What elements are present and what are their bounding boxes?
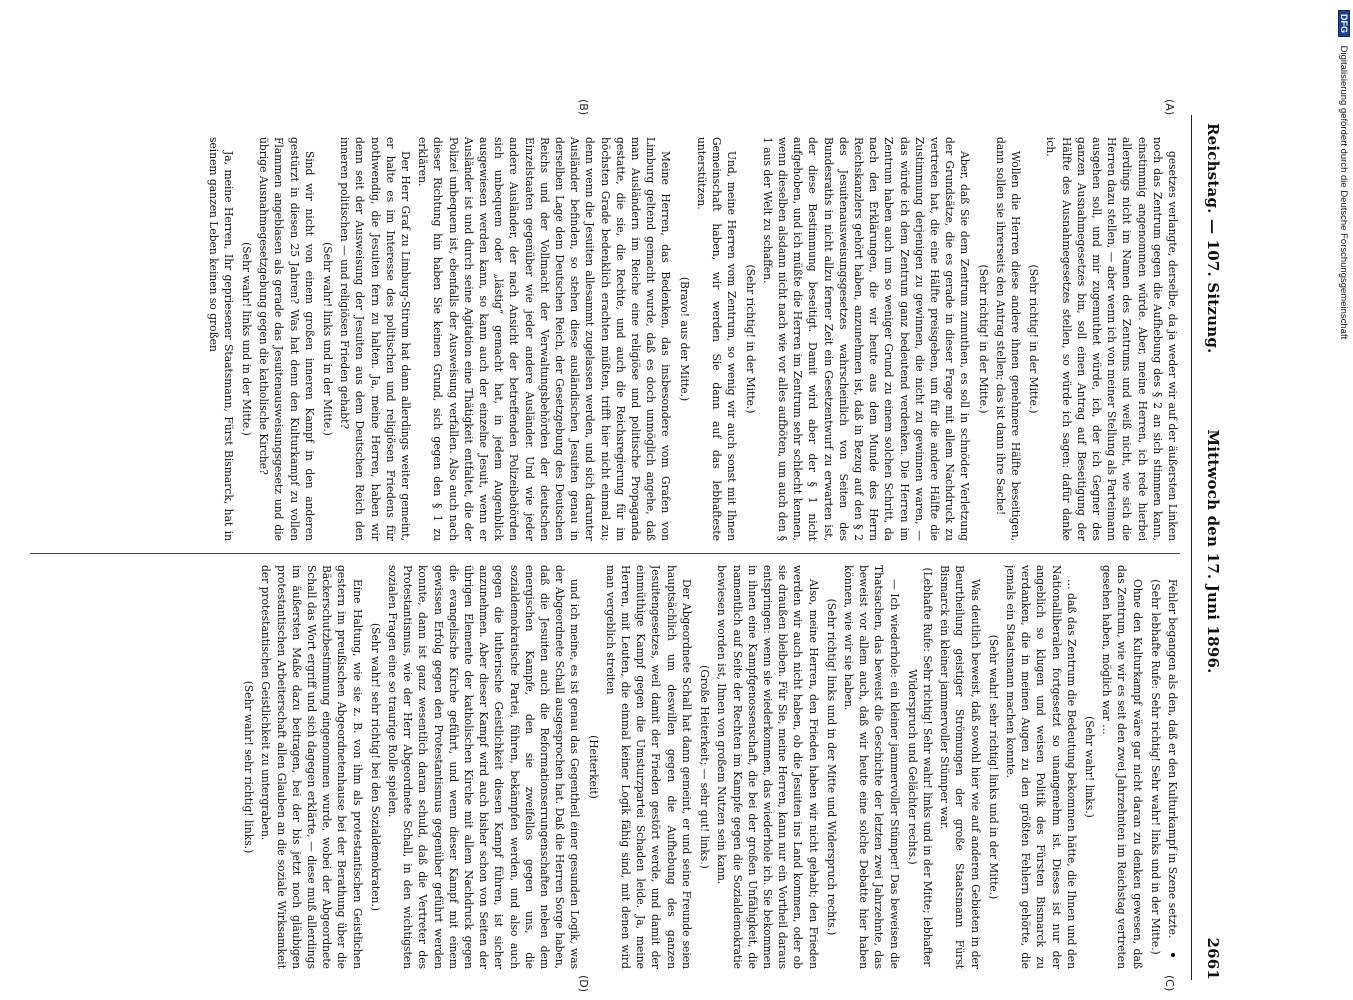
paragraph: … daß das Zentrum die Bedeutung bekommen hätte, die Ihnen und den Nationalliberalen fortgesetzt so unangenehm ist. Dieses ist nur der angeblich so klugen und weisen Politik des Fürsten Bismarck zu verdanken, die in meinen Augen zu den größten Fehlern gehörte, die jemals ein Staatsmann machen konnte. bbox=[1003, 565, 1078, 969]
interjection: (Sehr wahr! links und in der Mitte.) bbox=[240, 242, 254, 436]
header-page-number: 2661 bbox=[1204, 937, 1222, 980]
digitization-credit bbox=[1338, 10, 1350, 339]
interjection: (Sehr wahr! links.) bbox=[1082, 716, 1096, 818]
margin-marker-c: (C) bbox=[1163, 975, 1176, 992]
interjection: (Heiterkeit) bbox=[586, 735, 600, 799]
paragraph: Ja, meine Herren, Ihr gepriesener Staatsmann, Fürst Bismarck, hat in seinem ganzen Leben keinen so großen bbox=[206, 137, 235, 541]
interjection: (Sehr richtig! in der Mitte.) bbox=[743, 264, 757, 414]
document-page bbox=[0, 95, 1230, 1000]
paragraph: — Ich wiederhole: ein kleiner jammervoller Stümper! Das beweisen die Thatsachen, das beweist die Geschichte der letzten zwei Jahrzehnte, das beweist vor allem auch, daß wir heute eine solche Debatte hier haben können, wie wir sie haben. bbox=[841, 565, 901, 969]
credit-text: Digitalisierung gefördert durch die Deutsche Forschungsgemeinschaft bbox=[1338, 45, 1349, 340]
paragraph: Wollen die Herren diese andere ihnen genehmere Hälfte beseitigen, dann sollen sie ihrerseits den Antrag stellen; das ist dann ihre Sache! bbox=[993, 137, 1022, 541]
paragraph: Meine Herren, das Bedenken, das insbesondere vom Grafen von Limburg geltend gemacht wurde, daß es doch unmöglich angehe, daß man Ausländern im Reiche eine religiöse und politische Propaganda gestatte, die sie, die Rechte, und auch die Reichsregierung für im höchsten Grade bedenklich erachten müßten, trifft hier nicht einmal zu; denn wenn die Jesuiten allesammt zugelassen werden, und sich darunter Ausländer befinden, so stehen diese ausländischen Jesuiten genau in derselben Lage dem Deutschen Reich, der Gesetzgebung des Deutschen Reichs und der Vollmacht der Verwaltungsbehörden der deutschen Einzelstaaten gegenüber wie jeder andere Ausländer. Und wie jeder andere Ausländer, der nach Ansicht der betreffenden Polizeibehörden sich unbequem oder „lästig“ gemacht hat, in jedem Augenblick ausgewiesen werden kann, so kann auch der einzelne Jesuit, wenn er Ausländer ist und durch seine Agitation eine Thätigkeit entfaltet, die der Polizei unbequem ist, ebenfalls der Ausweisung verfallen. Also auch nach dieser Richtung hin haben Sie keinen Grund, sich gegen den § 1 zu erklären. bbox=[416, 137, 673, 541]
interjection: (Sehr richtig! in der Mitte.) bbox=[1027, 264, 1041, 414]
paragraph: Aber, daß Sie dem Zentrum zumuthen, es soll in schnöder Verletzung der Grundsätze, die es gerade in dieser Frage mit allem Nachdruck zu vertreten hat, die eine Hälfte preisgeben, um für die andere Hälfte die Zustimmung derjenigen zu gewinnen, die nicht zu gewinnen waren, — das würde ich dem Zentrum ganz bedeutend verdenken. Die Herren im Zentrum haben auch um so weniger Grund zu einem solchen Schritt, da nach den Erklärungen, die wir heute aus dem Munde des Herrn Reichskanzlers gehört haben, anzunehmen ist, daß in Bezug auf den § 2 des Jesuitenausweisungsgesetzes wahrscheinlich von Seiten des Bundesraths in nicht allzu ferner Zeit ein Gesetzentwurf zu erwarten ist, der diese Bestimmung beseitigt. Damit wird aber der § 1 nicht aufgehoben, und ich müßte die Herren im Zentrum sehr schlecht kennen, wenn dieselben alsdann nicht nach wie vor alles aufböten, um auch den § 1 aus der Welt zu schaffen. bbox=[760, 137, 972, 541]
margin-marker-a: (A) bbox=[1163, 99, 1176, 116]
interjection: (Sehr richtig! links und in der Mitte und Widerspruch rechts.) bbox=[824, 598, 838, 936]
interjection: (Sehr wahr! sehr richtig! links und in der Mitte.) bbox=[986, 634, 1000, 900]
paragraph: Was deutlich beweist, daß sowohl hier wie auf anderen Gebieten in der Beurtheilung geistiger Strömungen der große Staatsmann Fürst Bismarck ein kleiner jammervoller Stümper war. bbox=[938, 565, 982, 969]
interjection: (Lebhafte Rufe: Sehr richtig! Sehr wahr! links und in der Mitte; lebhafter Widerspruch und Gelächter rechts.) bbox=[905, 567, 934, 967]
paragraph: Eine Haltung, wie sie z. B. von ihm als protestantischen Geistlichen gestern im preußischen Abgeordnetenhause bei der Berathung über die Bäckerschutzbestimmung eingenommen wurde, wobei der Abgeordnete Schall das Wort ergriff und sich dagegen erklärte, — diese muß allerdings im äußersten Maße dazu beitragen, bei der bis jetzt noch gläubigen protestantischen Arbeiterschaft allen Glauben an die soziale Wirksamkeit der protestantischen Geistlichkeit zu untergraben. bbox=[259, 565, 364, 969]
paragraph: und ich meine, es ist genau das Gegentheil einer gesunden Logik, was der Abgeordnete Schall ausgesprochen hat. Daß die Herren Sorge haben, daß die Jesuiten auch die Reformationserrungenschaften neben dem energischen Kampfe, den sie zweifellos gegen uns, die sozialdemokratische Partei, führen, bekämpfen werden, und also auch gegen die lutherische Geistlichkeit diesen Kampf führen, ist sicher anzunehmen. Aber dieser Kampf wird auch bisher schon von Seiten der übrigen Elemente der katholischen Kirche mit allem Nachdruck gegen die evangelische Kirche geführt, und wenn dieser Kampf mit einem gewissen Erfolg gegen den Protestantismus gegenüber geführt werden konnte, dann ist ganz wesentlich daran schuld, daß die Vertreter des Protestantismus, wie der Herr Abgeordnete Schall, in den wichtigsten sozialen Fragen eine so traurige Rolle spielen. bbox=[386, 565, 582, 969]
paragraph: Der Herr Graf zu Limburg-Stirum hat dann allerdings weiter gemeint, er halte es im Interesse des politischen und religiösen Friedens für nothwendig, die Jesuiten fern zu halten. Ja, meine Herren, haben wir denn seit der Ausweisung der Jesuiten aus dem Deutschen Reich den inneren politischen — und religiösen Frieden gehabt? bbox=[338, 137, 413, 541]
margin-marker-b: (B) bbox=[577, 99, 590, 116]
interjection: (Sehr wahr! sehr richtig! bei den Sozialdemokraten.) bbox=[368, 622, 382, 912]
paragraph: Sind wir nicht von einem großen inneren Kampf in den anderen gestürzt in diesen 25 Jahren? Was hat denn den Kulturkampf zu vollen Flammen angeblasen als gerade das Jesuitenausweisungsgesetz und die übrige Ausnahmegesetzgebung gegen die katholische Kirche? bbox=[257, 137, 316, 541]
interjection: (Sehr wahr! sehr richtig! links.) bbox=[242, 680, 256, 854]
interjection: (Sehr wahr! links und in der Mitte.) bbox=[321, 242, 335, 436]
paragraph: Also, meine Herren, den Frieden haben wir nicht gehabt; den Frieden werden wir auch nicht haben, ob die Jesuiten ins Land kommen, oder ob sie draußen bleiben. Für Sie, meine Herren, kann nur ein Vortheil daraus entspringen: wenn sie wiederkommen, das wiederhole ich. Sie bekommen in ihnen eine Kampfgenossenschaft, die bei der großen Unfähigkeit, die namentlich auf Seite der Rechten im Kampfe gegen die Sozialdemokratie bewiesen worden ist, Ihnen von großem Nutzen sein kann. bbox=[715, 565, 820, 969]
header-session: Reichstag. — 107. Sitzung. bbox=[1204, 123, 1222, 354]
interjection: (Große Heiterkeit; — sehr gut! links.) bbox=[698, 665, 712, 869]
paragraph: Ohne den Kulturkampf wäre gar nicht daran zu denken gewesen, daß das Zentrum, wie wir es seit den zwei Jahrzehnten im Reichstag vertreten gesehen haben, möglich war … bbox=[1100, 565, 1144, 969]
paragraph: Der Abgeordnete Schall hat dann gemeint, er und seine Freunde seien hauptsächlich um deswillen gegen die Aufhebung des ganzen Jesuitengesetzes, weil damit der Frieden gestört werde, und damit der einmüthige Kampf gegen die Umsturzpartei Schaden leide. Ja, meine Herren, mit Leuten, die einmal keiner Logik fähig sind, mit denen wird man vergeblich streiten bbox=[603, 565, 693, 969]
column-rule bbox=[30, 553, 1180, 554]
header-date: Mittwoch den 17. Juni 1896. bbox=[1204, 429, 1222, 674]
paragraph: Fehler begangen als den, daß er den Kulturkampf in Szene setzte. bbox=[1166, 579, 1179, 939]
left-column bbox=[30, 137, 1180, 541]
running-head bbox=[1196, 123, 1222, 980]
interjection: (Bravo! aus der Mitte.) bbox=[677, 276, 691, 402]
right-column bbox=[30, 565, 1180, 969]
interjection: (Sehr lebhafte Rufe: Sehr richtig! Sehr wahr! links und in der Mitte.) bbox=[1148, 579, 1162, 955]
dfg-logo: DFG bbox=[1338, 10, 1350, 37]
paragraph: Und, meine Herren vom Zentrum, so wenig wir auch sonst mit Ihnen Gemeinschaft haben, wir werden Sie dann auf das lebhafteste unterstützen. bbox=[694, 137, 739, 541]
header-rule bbox=[1191, 115, 1192, 980]
paragraph: gesetzes verlangte, derselbe, da ja weder wir auf der äußersten Linken noch das Zentrum gegen die Aufhebung des § 2 an sich stimmen kann, einstimmig angenommen würde. Aber, meine Herren, ich rede hierbei allerdings nicht im Namen des Zentrums und weiß nicht, wie sich die Herren dazu stellen, — aber wenn ich von meiner Stellung als Parteimann ausgehen soll, und mir zugemuthet würde, ich, der ich Gegner des ganzen Ausnahmegesetzes bin, soll einen Antrag auf Beseitigung der Hälfte des Ausnahmegesetzes stellen, so würde ich sagen: dafür danke ich. bbox=[1044, 137, 1179, 541]
interjection: (Sehr richtig! in der Mitte.) bbox=[976, 264, 990, 414]
margin-marker-d: (D) bbox=[577, 975, 590, 993]
